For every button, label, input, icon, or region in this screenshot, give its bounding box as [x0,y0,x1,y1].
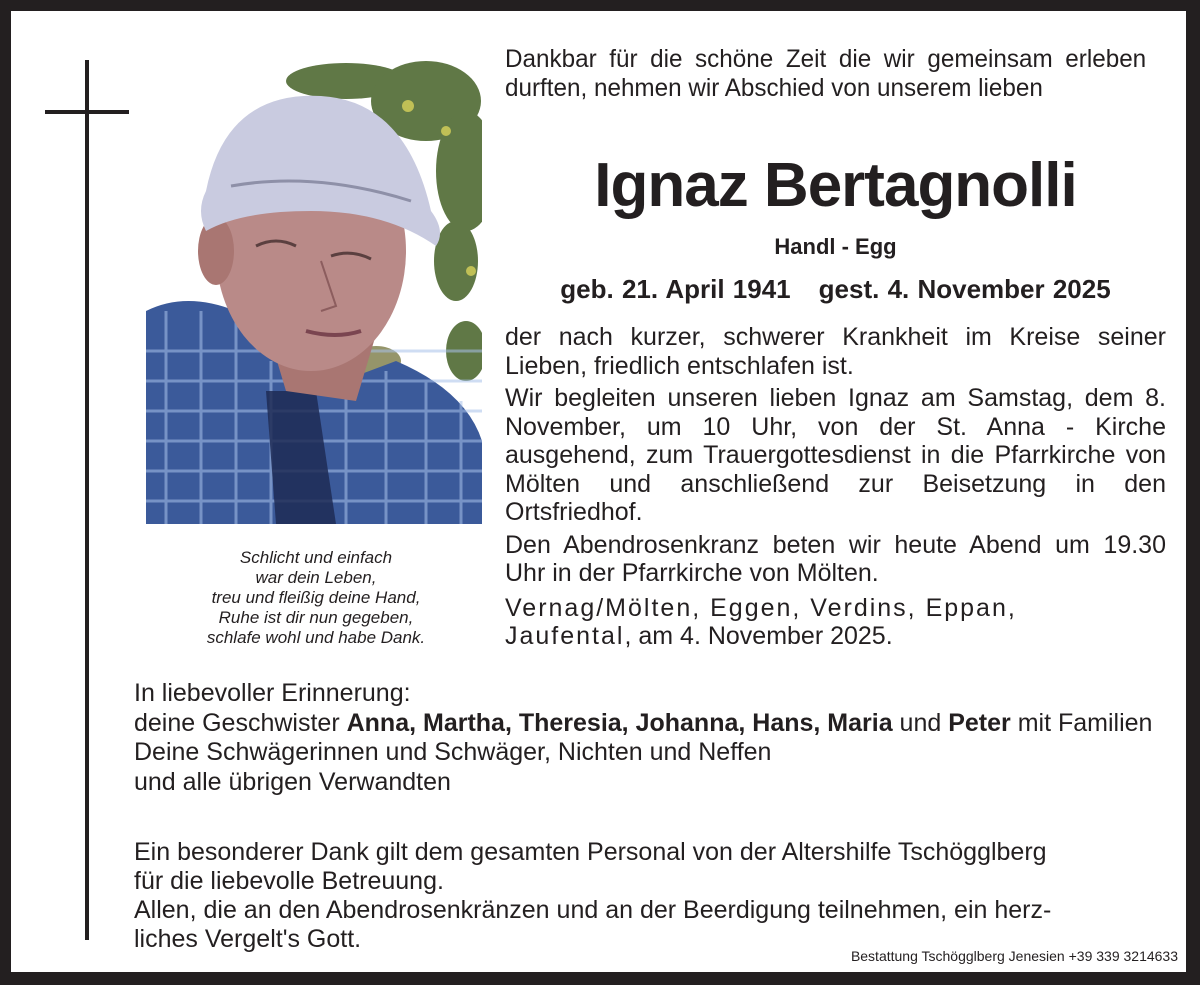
intro-text: Dankbar für die schöne Zeit die wir gemeinsam erleben durften, nehmen wir Abschied von unserem lieben [505,45,1147,102]
cross-icon-bar [45,110,129,114]
place-line-2a: Jaufental [505,622,625,650]
poem [141,548,491,648]
siblings-suffix: mit Familien [1010,708,1153,737]
siblings-prefix: deine Geschwister [134,708,347,737]
portrait-image [146,61,482,524]
siblings-and: und [892,708,949,737]
life-dates [505,272,1166,306]
death-date: gest. 4. November 2025 [818,274,1111,304]
passing-paragraph: der nach kurzer, schwerer Krankheit im Kreise seiner Lieben, friedlich entschlafen ist. [505,323,1166,380]
rosary-paragraph: Den Abendrosenkranz beten wir heute Abend um 19.30 Uhr in der Pfarrkirche von Mölten. [505,530,1166,587]
thanks-line: für die liebevolle Betreuung. [134,867,444,895]
poem-line: schlafe wohl und habe Dank. [206,628,426,647]
poem-line: treu und fleißig deine Hand, [211,588,421,607]
portrait-photo [146,61,482,524]
in-laws-line: Deine Schwägerinnen und Schwäger, Nichten und Neffen [134,738,772,766]
deceased-name: Ignaz Bertagnolli [594,151,1077,220]
sibling-last: Peter [948,708,1011,737]
remembrance-section [134,679,1169,797]
funeral-paragraph: Wir begleiten unseren lieben Ignaz am Samstag, dem 8. November, um 10 Uhr, von der St. Anna - Kirche ausgehend, zum Trauergottesdienst in die Pfarrkirche von Mölten und anschließend zur Beisetzung in den Ortsfriedhof. [505,384,1166,526]
poem-line: Ruhe ist dir nun gegeben, [218,608,414,627]
cross-icon [85,60,89,940]
poem-line: Schlicht und einfach [239,548,393,567]
obituary-body [505,323,1166,655]
thanks-section [134,838,1169,954]
place-line-2b: , am 4. November 2025. [624,622,893,650]
siblings-names: Anna, Martha, Theresia, Johanna, Hans, Maria [346,708,893,737]
house-name: Handl - Egg [774,234,897,259]
poem-line: war dein Leben, [255,568,377,587]
birth-date: geb. 21. April 1941 [560,274,791,304]
thanks-line: Ein besonderer Dank gilt dem gesamten Personal von der Altershilfe Tschögglberg [134,838,1047,866]
thanks-line: Allen, die an den Abendrosenkränzen und an der Beerdigung teilnehmen, ein herz- [134,896,1052,924]
thanks-line: liches Vergelt's Gott. [134,925,362,953]
relatives-line: und alle übrigen Verwandten [134,767,451,796]
remembrance-heading: In liebevoller Erinnerung: [134,679,411,707]
undertaker-contact: Bestattung Tschögglberg Jenesien +39 339 3214633 [850,948,1178,964]
siblings-line [134,709,1169,739]
place-date [505,594,1166,651]
place-line-1: Vernag/Mölten, Eggen, Verdins, Eppan, [505,593,1017,622]
